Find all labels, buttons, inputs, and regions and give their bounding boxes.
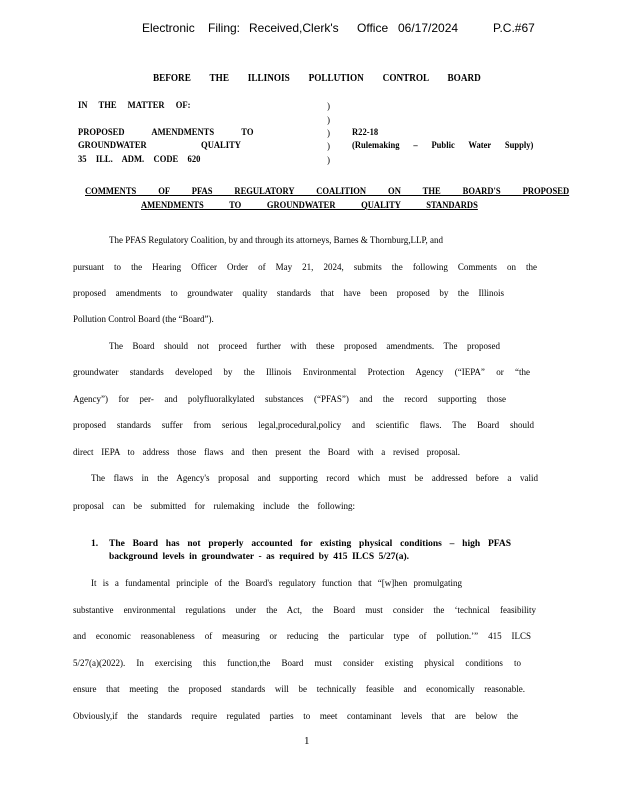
body-line: ensure that meeting the proposed standards will be technically feasible and economically reasonable. bbox=[73, 684, 525, 694]
body-line: groundwater standards developed by the Illinois Environmental Protection Agency (“IEPA” or “the bbox=[73, 367, 530, 377]
body-line: direct IEPA to address those flaws and then present the Board with a revised proposal. bbox=[73, 447, 460, 457]
caption-groundwater-quality: GROUNDWATER QUALITY bbox=[78, 141, 241, 151]
stamp-received: Received,Clerk's bbox=[249, 21, 339, 35]
page-number: 1 bbox=[304, 735, 310, 747]
body-line: The Board should not proceed further with these proposed amendments. The proposed bbox=[109, 341, 500, 351]
document-title-line1: COMMENTS OF PFAS REGULATORY COALITION ON THE BOARD'S PROPOSED bbox=[85, 187, 570, 197]
body-line: The PFAS Regulatory Coalition, by and through its attorneys, Barnes & Thornburg,LLP, and bbox=[109, 235, 443, 245]
caption-docket-number: R22-18 bbox=[352, 128, 379, 138]
body-line: Agency”) for per- and polyfluoralkylated substances (“PFAS”) and the record supporting those bbox=[73, 394, 506, 404]
body-line: 5/27(a)(2022). In exercising this function,the Board must consider existing physical conditions to bbox=[73, 658, 521, 668]
caption-paren: ) bbox=[327, 101, 330, 111]
body-line: It is a fundamental principle of the Board's regulatory function that “[w]hen promulgating bbox=[91, 578, 462, 588]
body-line: The flaws in the Agency's proposal and supporting record which must be addressed before a valid bbox=[91, 473, 538, 483]
caption-in-the-matter: IN THE MATTER OF: bbox=[78, 101, 191, 111]
caption-paren: ) bbox=[327, 141, 330, 151]
document-title-line2: AMENDMENTS TO GROUNDWATER QUALITY STANDARDS bbox=[141, 201, 478, 211]
list-item-heading: background levels in groundwater - as required by 415 ILCS 5/27(a). bbox=[109, 552, 409, 562]
body-line: proposal can be submitted for rulemaking include the following: bbox=[73, 501, 355, 511]
body-line: and economic reasonableness of measuring or reducing the particular type of pollution.’” 415 ILCS bbox=[73, 631, 531, 641]
stamp-electronic: Electronic bbox=[142, 21, 195, 35]
body-line: substantive environmental regulations under the Act, the Board must consider the ‘technical feasibility bbox=[73, 605, 536, 615]
stamp-pc-number: P.C.#67 bbox=[493, 21, 535, 35]
body-line: Obviously,if the standards require regulated parties to meet contaminant levels that are below the bbox=[73, 711, 518, 721]
list-item-number: 1. bbox=[91, 539, 99, 549]
body-line: Pollution Control Board (the “Board”). bbox=[73, 314, 214, 324]
list-item-heading: The Board has not properly accounted for existing physical conditions – high PFAS bbox=[109, 539, 511, 549]
caption-paren: ) bbox=[327, 115, 330, 125]
stamp-office: Office bbox=[357, 21, 389, 35]
stamp-date: 06/17/2024 bbox=[398, 21, 459, 35]
body-line: pursuant to the Hearing Officer Order of May 21, 2024, submits the following Comments on the bbox=[73, 262, 537, 272]
caption-paren: ) bbox=[327, 155, 330, 165]
body-line: proposed standards suffer from serious legal,procedural,policy and scientific flaws. The Board should bbox=[73, 420, 534, 430]
caption-proposed-amendments: PROPOSED AMENDMENTS TO bbox=[78, 128, 254, 138]
caption-code: 35 ILL. ADM. CODE 620 bbox=[78, 155, 201, 165]
caption-paren: ) bbox=[327, 128, 330, 138]
court-heading: BEFORE THE ILLINOIS POLLUTION CONTROL BOARD bbox=[153, 73, 481, 84]
stamp-filing: Filing: bbox=[208, 21, 241, 35]
caption-rulemaking-type: (Rulemaking – Public Water Supply) bbox=[352, 141, 534, 151]
body-line: proposed amendments to groundwater quality standards that have been proposed by the Illinois bbox=[73, 288, 504, 298]
